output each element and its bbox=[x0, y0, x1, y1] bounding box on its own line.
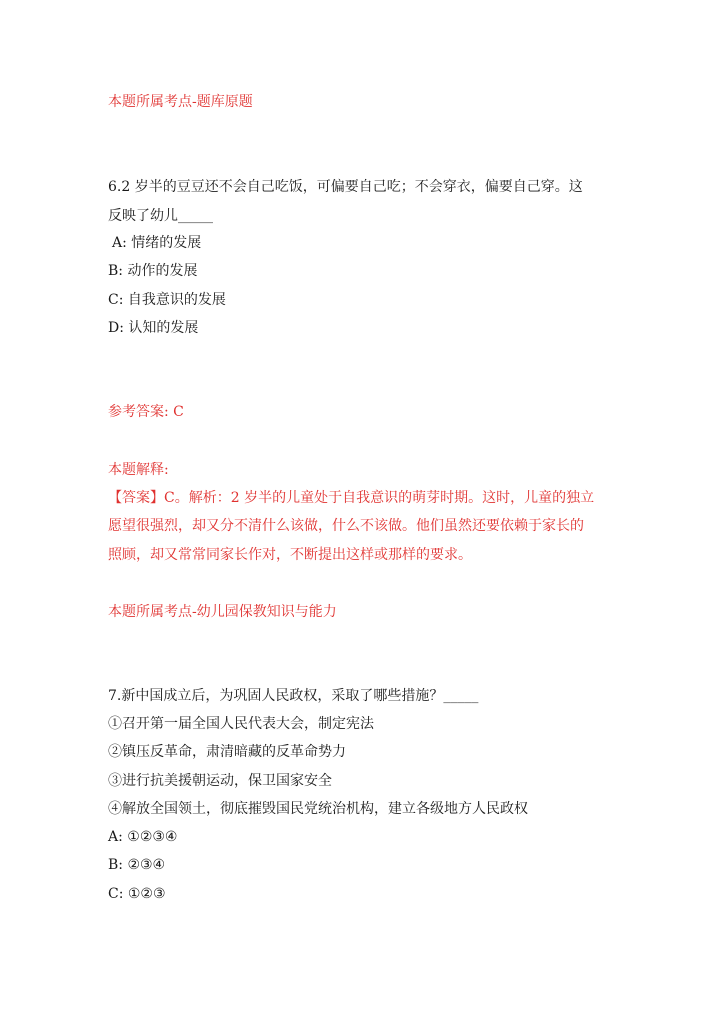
q7-item-1: ①召开第一届全国人民代表大会，制定宪法 bbox=[108, 716, 374, 732]
q7-stem: 7.新中国成立后，为巩固人民政权，采取了哪些措施？_____ bbox=[108, 688, 479, 704]
q6-stem-line-2: 反映了幼儿_____ bbox=[108, 208, 213, 224]
topic-label-1: 本题所属考点-题库原题 bbox=[108, 94, 253, 110]
q6-option-d: D: 认知的发展 bbox=[108, 320, 199, 336]
q7-item-2: ②镇压反革命，肃清暗藏的反革命势力 bbox=[108, 744, 346, 760]
q6-option-a: A: 情绪的发展 bbox=[112, 235, 202, 251]
q6-option-c: C: 自我意识的发展 bbox=[108, 292, 226, 308]
q7-item-4: ④解放全国领土，彻底摧毁国民党统治机构，建立各级地方人民政权 bbox=[108, 801, 528, 817]
q6-option-b: B: 动作的发展 bbox=[108, 263, 198, 279]
q7-option-b: B: ②③④ bbox=[108, 857, 166, 873]
q6-stem-line-1: 6.2 岁半的豆豆还不会自己吃饭，可偏要自己吃；不会穿衣，偏要自己穿。这 bbox=[108, 179, 583, 195]
q7-option-a: A: ①②③④ bbox=[108, 829, 178, 845]
q7-item-3: ③进行抗美援朝运动，保卫国家安全 bbox=[108, 773, 332, 789]
q6-answer: 参考答案: C bbox=[108, 404, 184, 420]
q6-explain-line-2: 愿望很强烈，却又分不清什么该做，什么不该做。他们虽然还要依赖于家长的 bbox=[108, 518, 584, 534]
q7-option-c: C: ①②③ bbox=[108, 886, 166, 902]
topic-label-2: 本题所属考点-幼儿园保教知识与能力 bbox=[108, 604, 337, 620]
q6-explain-line-3: 照顾，却又常常同家长作对，不断提出这样或那样的要求。 bbox=[108, 547, 472, 563]
q6-explain-label: 本题解释: bbox=[108, 462, 169, 478]
q6-explain-line-1: 【答案】C。解析：2 岁半的儿童处于自我意识的萌芽时期。这时，儿童的独立 bbox=[108, 490, 595, 506]
